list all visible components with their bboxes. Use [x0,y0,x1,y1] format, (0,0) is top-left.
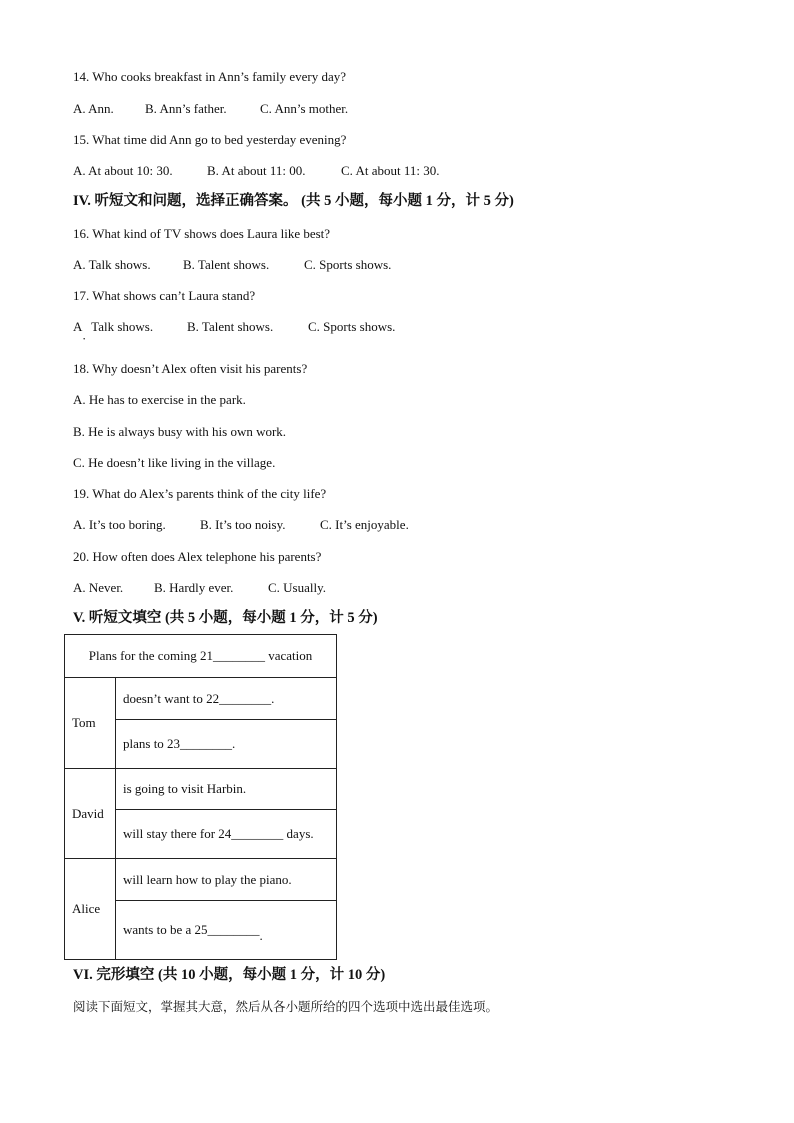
table-title: Plans for the coming 21________ vacation [65,635,337,678]
section-5-heading: V. 听短文填空 (共 5 小题，每小题 1 分，计 5 分) [73,610,378,626]
option-a: A. Ann. [73,101,114,116]
question-18-option-b: B. He is always busy with his own work. [73,424,287,439]
table-row-name: Tom [65,678,116,769]
option-c: C. Sports shows. [304,257,392,272]
option-b: B. Talent shows. [183,257,270,272]
option-c: C. Ann’s mother. [260,101,349,116]
option-a: A Talk shows. [73,319,154,334]
option-c: C. It’s enjoyable. [320,517,409,532]
option-c: C. Sports shows. [308,319,396,334]
question-14: 14. Who cooks breakfast in Ann’s family every day? [73,69,347,84]
option-b: B. It’s too noisy. [200,517,286,532]
table-cell: plans to 23________. [116,720,337,769]
question-16: 16. What kind of TV shows does Laura like best? [73,226,331,241]
section-4-heading: IV. 听短文和问题，选择正确答案。 (共 5 小题，每小题 1 分，计 5 分) [73,193,514,209]
end-period: . [259,928,263,943]
table-cell-text: wants to be a 25________ [123,922,260,937]
option-a: A. Never. [73,580,124,595]
option-b: B. At about 11: 00. [207,163,306,178]
option-c: C. Usually. [268,580,327,595]
section-6-instruction: 阅读下面短文，掌握其大意，然后从各小题所给的四个选项中选出最佳选项。 [73,1000,499,1014]
table-cell: will learn how to play the piano. [116,859,337,901]
stray-dot: · [82,331,87,346]
question-19: 19. What do Alex’s parents think of the city life? [73,486,327,501]
question-18: 18. Why doesn’t Alex often visit his parents? [73,361,308,376]
option-a: A. Talk shows. [73,257,151,272]
option-b: B. Hardly ever. [154,580,234,595]
table-cell: will stay there for 24________ days. [116,810,337,859]
vacation-plan-table [64,634,337,960]
table-row-name: David [65,769,116,859]
section-6-heading: VI. 完形填空 (共 10 小题，每小题 1 分，计 10 分) [73,967,386,983]
question-17: 17. What shows can’t Laura stand? [73,288,256,303]
question-18-option-a: A. He has to exercise in the park. [73,392,246,407]
option-c: C. At about 11: 30. [341,163,440,178]
question-15: 15. What time did Ann go to bed yesterday evening? [73,132,347,147]
table-cell [116,901,337,960]
question-18-option-c: C. He doesn’t like living in the village. [73,455,276,470]
option-b: B. Talent shows. [187,319,274,334]
option-b: B. Ann’s father. [145,101,227,116]
table-cell: doesn’t want to 22________. [116,678,337,720]
option-a: A. It’s too boring. [73,517,166,532]
table-cell: is going to visit Harbin. [116,769,337,810]
question-20: 20. How often does Alex telephone his parents? [73,549,322,564]
option-a: A. At about 10: 30. [73,163,173,178]
table-row-name: Alice [65,859,116,960]
